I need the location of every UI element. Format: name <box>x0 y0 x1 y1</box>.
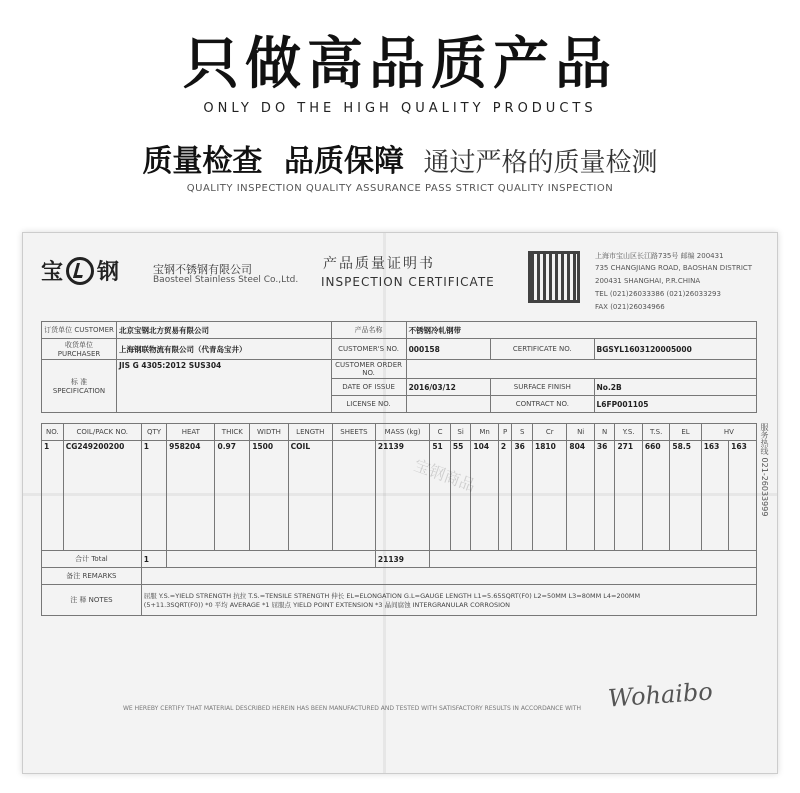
spec-value: JIS G 4305:2012 SUS304 <box>117 360 332 413</box>
strict-inspection-text: 通过严格的质量检测 <box>423 148 658 178</box>
table-cell: 163 <box>729 441 757 551</box>
address-line: TEL (021)26033386 (021)26033293 <box>595 290 721 298</box>
table-header-cell: HEAT <box>167 424 215 441</box>
address-line: 200431 SHANGHAI, P.R.CHINA <box>595 277 701 285</box>
table-header-cell: P <box>498 424 512 441</box>
table-header-cell: S <box>512 424 533 441</box>
table-header-cell: QTY <box>141 424 166 441</box>
quality-check-text: 质量检查 <box>142 144 263 179</box>
quality-line <box>0 136 800 180</box>
composition-table <box>41 423 757 616</box>
purchaser-label: 收货单位 PURCHASER <box>42 339 117 360</box>
finish-label: SURFACE FINISH <box>491 379 594 396</box>
table-cell: 0.97 <box>215 441 250 551</box>
table-cell: 21139 <box>375 441 429 551</box>
date-label: DATE OF ISSUE <box>331 379 406 396</box>
table-header-cell: Cr <box>533 424 567 441</box>
company-name-en: Baosteel Stainless Steel Co.,Ltd. <box>153 275 299 285</box>
table-cell: 1 <box>141 441 166 551</box>
contract-label: CONTRACT NO. <box>491 396 594 413</box>
customer-label: 订货单位 CUSTOMER <box>42 322 117 339</box>
date-value: 2016/03/12 <box>406 379 491 396</box>
baosteel-logo: 宝 钢 <box>41 255 119 286</box>
notes-label: 注 释 NOTES <box>42 585 142 616</box>
product-label: 产品名称 <box>331 322 406 339</box>
table-row <box>42 441 757 551</box>
page-subtitle-en: ONLY DO THE HIGH QUALITY PRODUCTS <box>203 101 597 116</box>
customer-no-value: 000158 <box>406 339 491 360</box>
table-cell: 104 <box>471 441 498 551</box>
table-header-cell: N <box>594 424 615 441</box>
side-hotline: 服务热线 021-26033999 <box>760 423 769 517</box>
table-cell: 660 <box>642 441 669 551</box>
purchaser-value: 上海钢联物流有限公司（代青岛宝井） <box>117 339 332 360</box>
total-mass: 21139 <box>375 551 429 568</box>
address-line: 上海市宝山区长江路735号 邮编 200431 <box>595 252 724 260</box>
baosteel-logo-icon <box>66 257 94 285</box>
certificate-title-cn: 产品质量证明书 <box>323 256 435 272</box>
table-header-cell: T.S. <box>642 424 669 441</box>
table-cell: 271 <box>615 441 642 551</box>
spec-label: 标 准 SPECIFICATION <box>42 360 117 413</box>
table-cell: 36 <box>594 441 615 551</box>
certificate-title-en: INSPECTION CERTIFICATE <box>321 275 495 289</box>
table-header-cell: MASS (kg) <box>375 424 429 441</box>
table-cell: 36 <box>512 441 533 551</box>
table-cell: 1810 <box>533 441 567 551</box>
quality-assurance-text: 品质保障 <box>283 144 404 179</box>
total-qty: 1 <box>141 551 166 568</box>
remarks-row <box>42 568 757 585</box>
cert-no-label: CERTIFICATE NO. <box>491 339 594 360</box>
table-cell: 51 <box>430 441 451 551</box>
cert-no-value: BGSYL1603120005000 <box>594 339 756 360</box>
table-header-cell: NO. <box>42 424 64 441</box>
table-cell: 55 <box>450 441 471 551</box>
total-label: 合计 Total <box>42 551 142 568</box>
table-header-cell: SHEETS <box>332 424 375 441</box>
address-line: 735 CHANGJIANG ROAD, BAOSHAN DISTRICT <box>595 264 753 272</box>
table-header-cell: Mn <box>471 424 498 441</box>
certify-statement: WE HEREBY CERTIFY THAT MATERIAL DESCRIBED HEREIN HAS BEEN MANUFACTURED AND TESTED WITH SATISFACTORY RESULTS IN ACCORDANCE WITH <box>123 705 581 712</box>
contract-value: L6FP001105 <box>594 396 756 413</box>
table-cell: 958204 <box>167 441 215 551</box>
quality-line-en: QUALITY INSPECTION QUALITY ASSURANCE PASS STRICT QUALITY INSPECTION <box>186 183 614 194</box>
order-no-label: CUSTOMER ORDER NO. <box>331 360 406 379</box>
table-header-cell: COIL/PACK NO. <box>63 424 141 441</box>
notes-line: (5+11.3SQRT(F0)) *0 平均 AVERAGE *1 屈服点 YIELD POINT EXTENSION *3 晶间腐蚀 INTERGRANULAR CORROSION <box>143 601 510 609</box>
table-cell: 804 <box>567 441 594 551</box>
notes-row <box>42 585 757 616</box>
table-header-cell: Si <box>450 424 471 441</box>
table-header-cell: THICK <box>215 424 250 441</box>
total-row <box>42 551 757 568</box>
table-cell: 1500 <box>250 441 288 551</box>
customer-value: 北京宝钢北方贸易有限公司 <box>117 322 332 339</box>
company-name-cn: 宝钢不锈钢有限公司 <box>153 263 252 276</box>
table-cell: 58.5 <box>670 441 701 551</box>
table-header-cell: C <box>430 424 451 441</box>
table-cell: 2 <box>498 441 512 551</box>
watermark-stamp: 宝钢商品 <box>411 455 478 496</box>
remarks-label: 备注 REMARKS <box>42 568 142 585</box>
table-cell: COIL <box>288 441 332 551</box>
page-title: 只做高品质产品 <box>183 32 617 97</box>
finish-value: No.2B <box>594 379 756 396</box>
table-cell: 1 <box>42 441 64 551</box>
address-line: FAX (021)26034966 <box>595 303 665 311</box>
certificate-table <box>41 321 757 413</box>
table-header-cell: LENGTH <box>288 424 332 441</box>
table-header-row <box>42 424 757 441</box>
product-value: 不锈钢冷轧钢带 <box>406 322 756 339</box>
license-label: LICENSE NO. <box>331 396 406 413</box>
table-header-cell: Y.S. <box>615 424 642 441</box>
table-cell: CG249200200 <box>63 441 141 551</box>
notes-line: 屈服 Y.S.=YIELD STRENGTH 抗拉 T.S.=TENSILE STRENGTH 伸长 EL=ELONGATION G.L=GAUGE LENGTH L1=5.65SQRT(F0) L2=50MM L3=80MM L4=200MM <box>143 592 641 600</box>
table-cell <box>332 441 375 551</box>
table-header-cell: WIDTH <box>250 424 288 441</box>
table-header-cell: EL <box>670 424 701 441</box>
qr-code-icon <box>528 251 580 303</box>
table-cell: 163 <box>701 441 728 551</box>
table-header-cell: HV <box>701 424 756 441</box>
customer-no-label: CUSTOMER'S NO. <box>331 339 406 360</box>
table-header-cell: Ni <box>567 424 594 441</box>
signature: Wohaibo <box>607 677 714 713</box>
inspection-certificate <box>22 232 778 774</box>
